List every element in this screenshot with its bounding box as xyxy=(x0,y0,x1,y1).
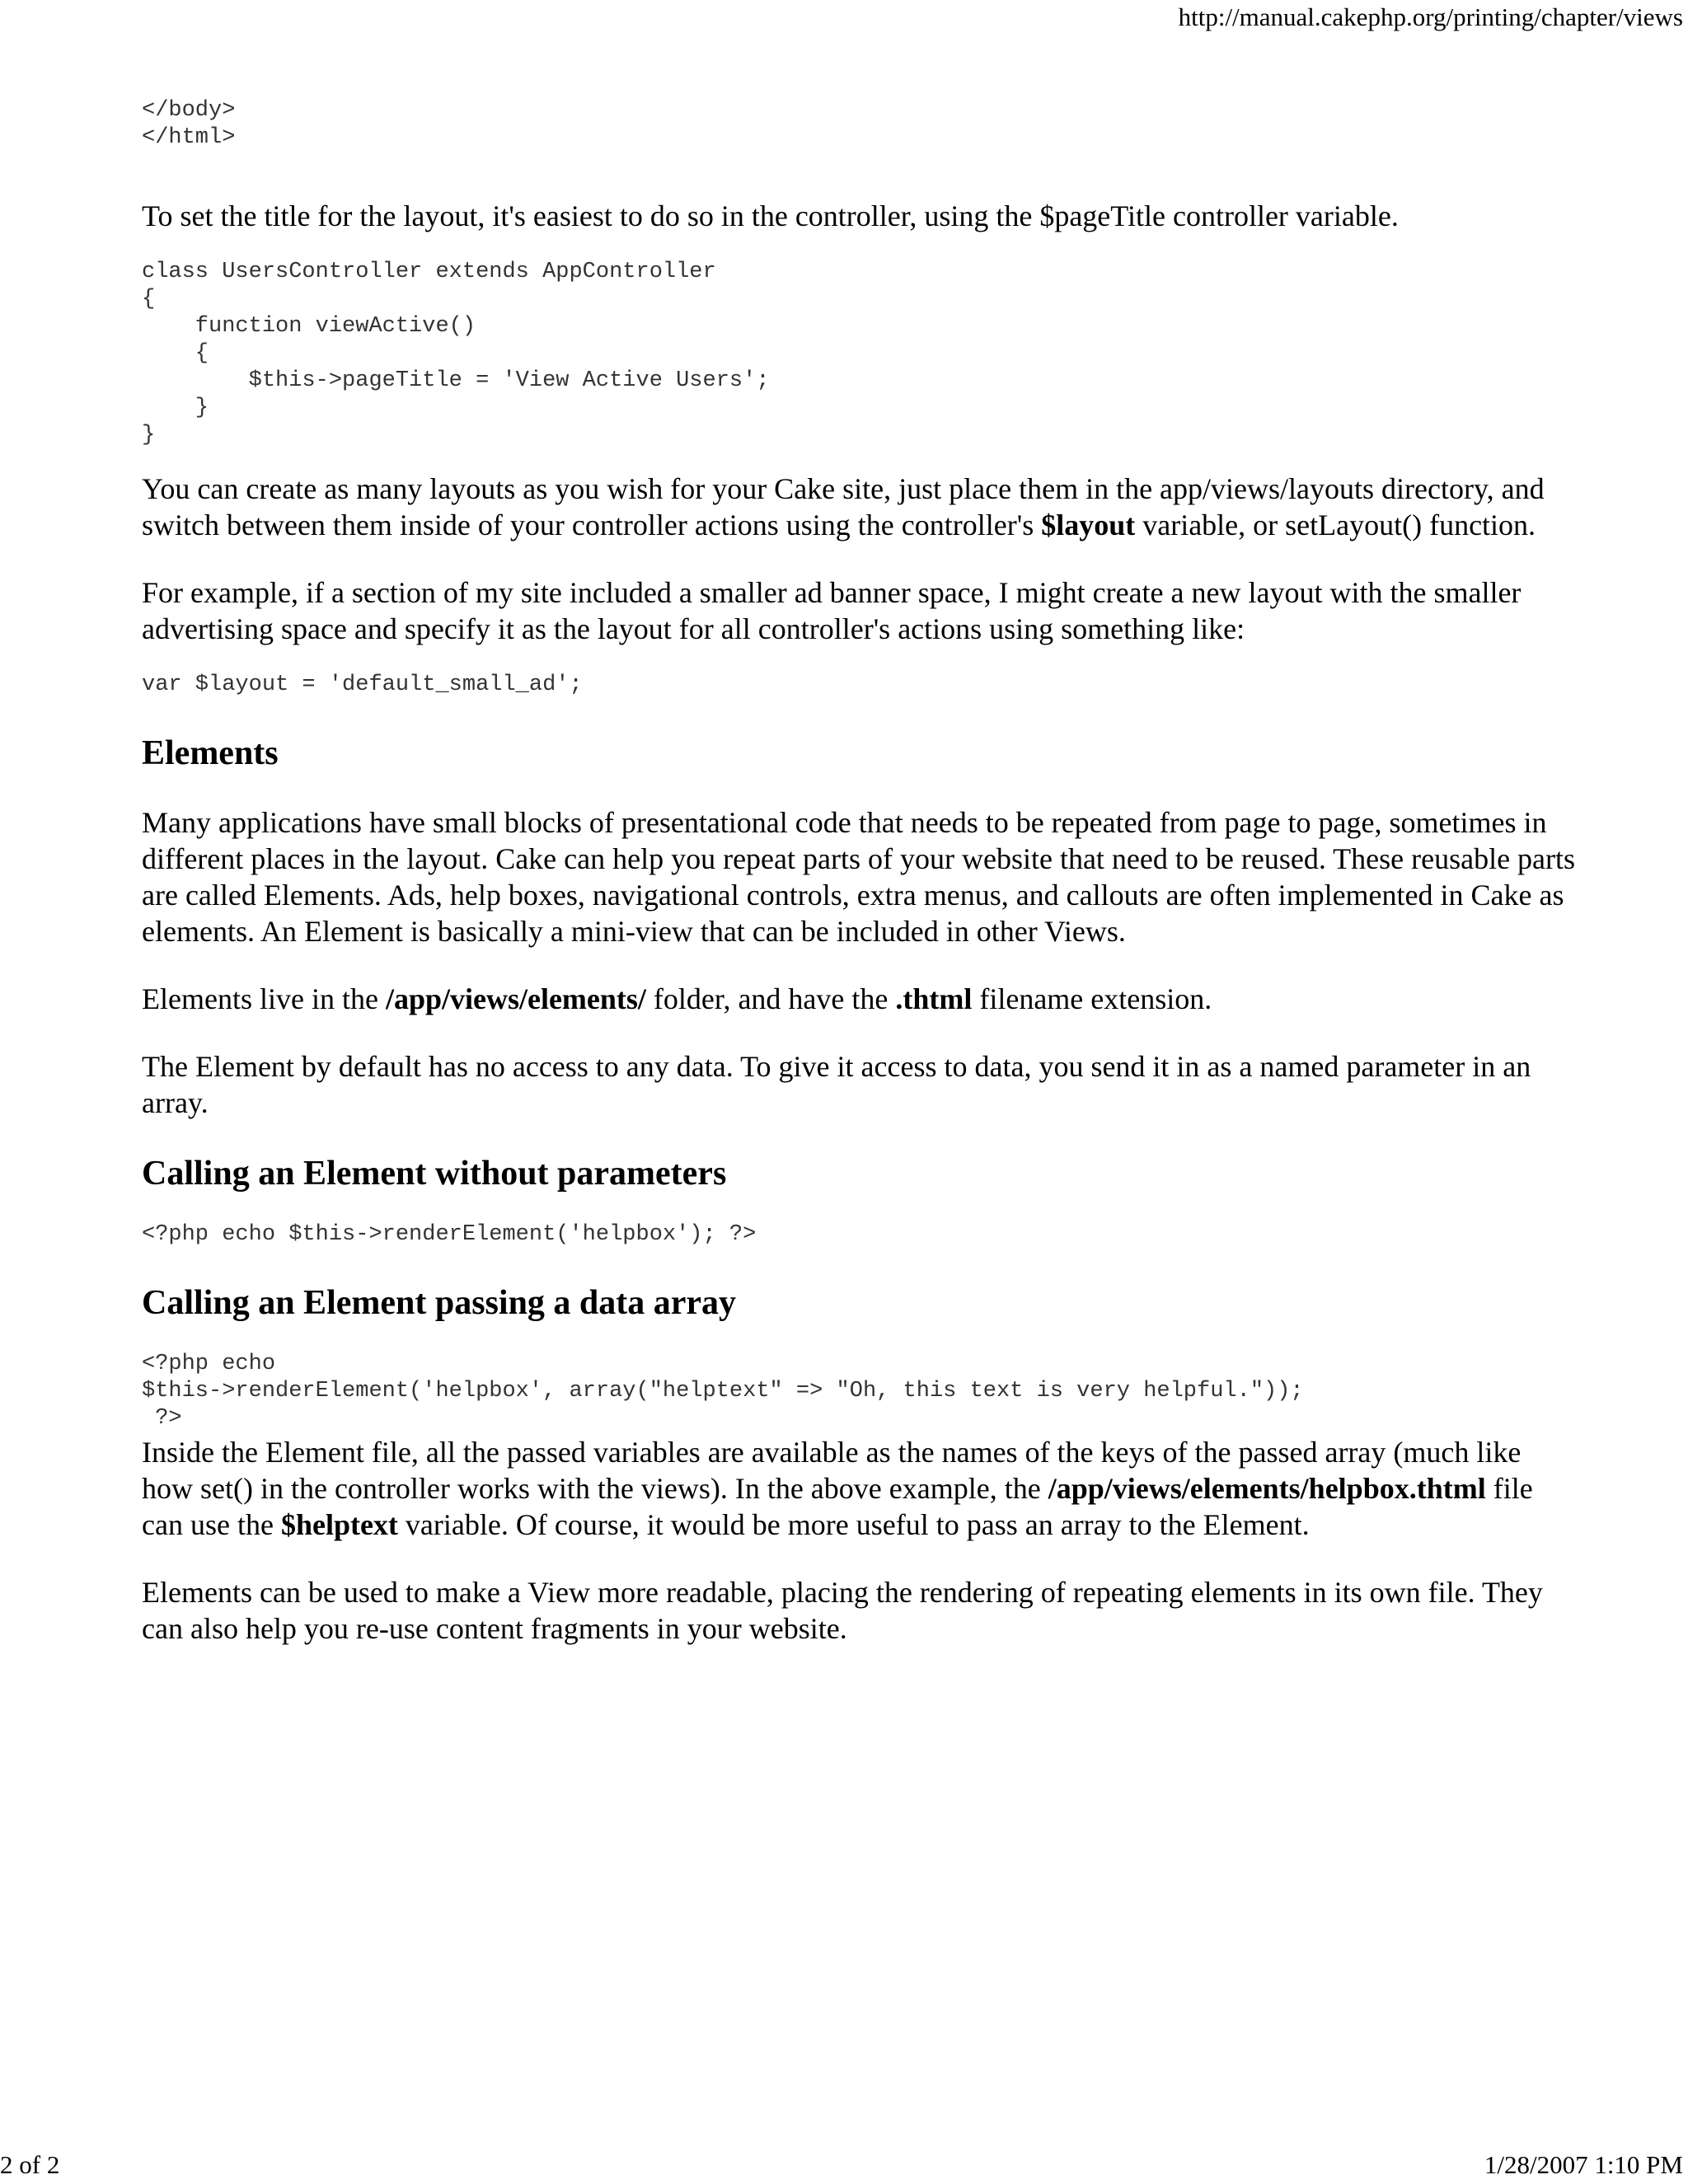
code-layout-var: var $layout = 'default_small_ad'; xyxy=(142,673,583,697)
code-data-array: <?php echo $this->renderElement('helpbox', array("helptext" => "Oh, this text is very helpful.")); ?> xyxy=(142,1352,1304,1431)
code-no-params: <?php echo $this->renderElement('helpbox'); ?> xyxy=(142,1222,757,1247)
heading-elements: Elements xyxy=(142,734,279,772)
code-close-tags: </body> </html> xyxy=(142,98,236,150)
bold-elements-folder: /app/views/elements/ xyxy=(385,982,646,1015)
paragraph-inside-element xyxy=(142,1434,1576,1543)
header-url: http://manual.cakephp.org/printing/chapter/views xyxy=(1178,2,1683,31)
bold-thtml-ext: .thtml xyxy=(895,982,973,1015)
paragraph-no-access: The Element by default has no access to any data. To give it access to data, you send it in as a named parameter in an array. xyxy=(142,1050,1531,1119)
code-users-controller: class UsersController extends AppController { function viewActive() { $this->pageTitle = 'View Active Users'; } } xyxy=(142,260,770,448)
text-run: file can use the xyxy=(142,1472,1533,1541)
paragraph-elements-live xyxy=(142,981,1576,1017)
bold-helpbox-file: /app/views/elements/helpbox.thtml xyxy=(1048,1472,1486,1505)
text-run: folder, and have the xyxy=(645,982,896,1015)
text-run: variable. Of course, it would be more useful to pass an array to the Element. xyxy=(397,1508,1310,1541)
text-run: You can create as many layouts as you wish for your Cake site, just place them in the app/views/layouts directory, and switch between them inside of your controller actions using the controller's xyxy=(142,472,1545,541)
paragraph-title-intro: To set the title for the layout, it's easiest to do so in the controller, using the $pageTitle controller variable. xyxy=(142,199,1399,232)
text-run: variable, or setLayout() function. xyxy=(1135,509,1536,541)
paragraph-layouts xyxy=(142,471,1576,543)
heading-data-array: Calling an Element passing a data array xyxy=(142,1284,737,1322)
text-run: Elements live in the xyxy=(142,982,386,1015)
bold-layout-var: $layout xyxy=(1041,509,1136,541)
text-run: filename extension. xyxy=(972,982,1212,1015)
heading-no-params: Calling an Element without parameters xyxy=(142,1155,727,1193)
bold-helptext-var: $helptext xyxy=(280,1508,398,1541)
paragraph-example: For example, if a section of my site included a smaller ad banner space, I might create a new layout with the smaller advertising space and specify it as the layout for all controller's actions using something like: xyxy=(142,576,1522,645)
footer-datetime: 1/28/2007 1:10 PM xyxy=(1484,2150,1683,2179)
document-body xyxy=(142,97,1576,1647)
paragraph-elements-intro: Many applications have small blocks of presentational code that needs to be repeated from page to page, sometimes in different places in the layout. Cake can help you repeat parts of your website that need to be reused. These reusable parts are called Elements. Ads, help boxes, navigational controls, extra menus, and callouts are often implemented in Cake as elements. An Element is basically a mini-view that can be included in other Views. xyxy=(142,806,1576,948)
paragraph-readable: Elements can be used to make a View more readable, placing the rendering of repeating elements in its own file. They can also help you re-use content fragments in your website. xyxy=(142,1576,1543,1645)
footer-page-number: 2 of 2 xyxy=(0,2150,60,2179)
text-run: Inside the Element file, all the passed variables are available as the names of the keys of the passed array (much like how set() in the controller works with the views). In the above example, the xyxy=(142,1436,1522,1505)
